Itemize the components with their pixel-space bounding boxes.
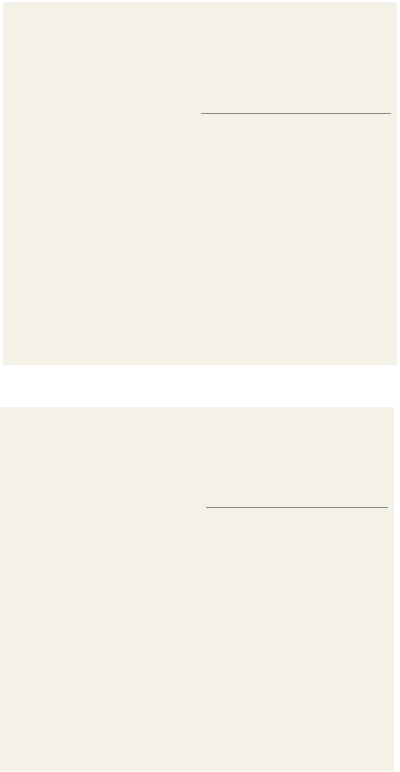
table-row — [8, 94, 198, 107]
table-row — [8, 290, 198, 303]
table-row — [8, 277, 198, 290]
table-row — [8, 131, 198, 144]
table-row — [8, 338, 198, 351]
table-row — [8, 155, 198, 168]
table-row — [8, 107, 198, 120]
table-row — [8, 363, 198, 365]
table-row — [8, 180, 198, 193]
table-row — [8, 326, 198, 339]
table-row — [8, 204, 198, 217]
table-row — [8, 265, 198, 278]
table-row — [8, 119, 198, 132]
top-caption — [4, 414, 394, 427]
table-row — [8, 216, 198, 229]
table-row — [8, 351, 198, 364]
table-row — [8, 241, 198, 254]
october-weather-clipping — [3, 2, 397, 365]
divider — [201, 113, 391, 114]
city-row — [209, 247, 389, 255]
divider — [206, 507, 388, 508]
top-caption — [31, 2, 397, 15]
table-row — [8, 70, 198, 83]
table-row — [8, 168, 198, 181]
table-row — [8, 314, 198, 327]
table-row — [8, 253, 198, 266]
table-row — [8, 229, 198, 242]
table-row — [8, 143, 198, 156]
table-row — [8, 82, 198, 95]
november-weather-clipping — [0, 407, 394, 771]
table-row — [8, 192, 198, 205]
table-row — [201, 104, 391, 117]
table-row — [8, 302, 198, 315]
